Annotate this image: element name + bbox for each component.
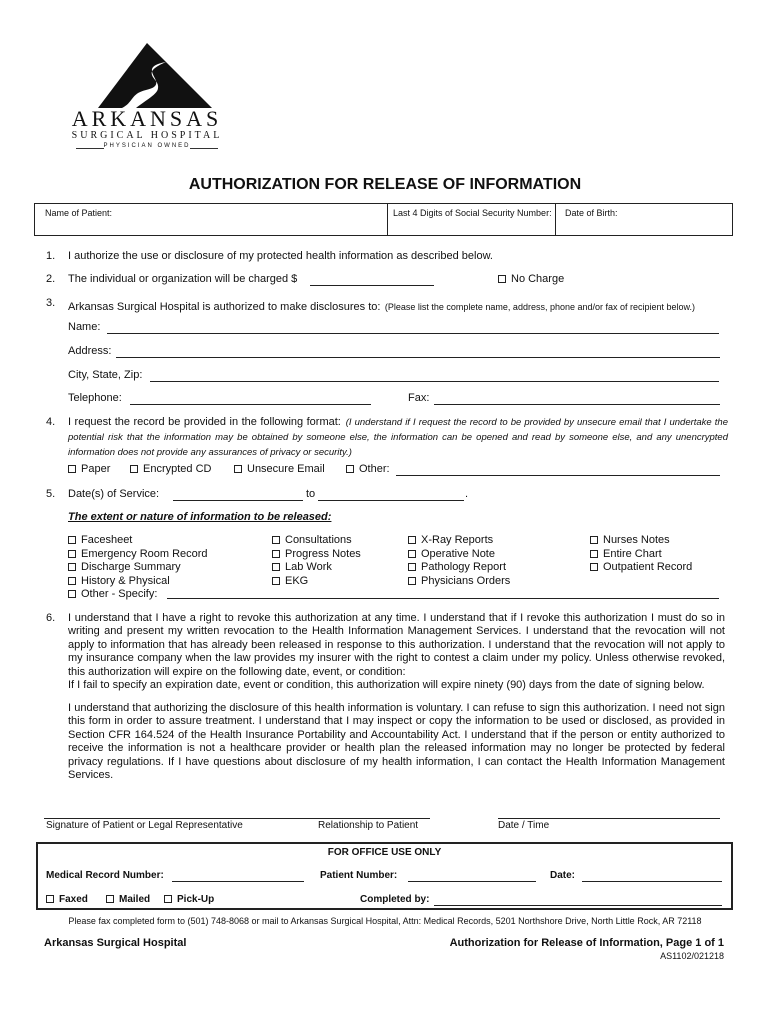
extent-other-specify[interactable] — [68, 588, 208, 602]
logo-name: ARKANSAS — [71, 106, 223, 131]
mrn-label: Medical Record Number: — [46, 870, 164, 881]
ekg-checkbox[interactable] — [272, 577, 280, 585]
nurses-notes-label: Nurses Notes — [603, 534, 670, 546]
consultations-checkbox[interactable] — [272, 536, 280, 544]
cd-label: Encrypted CD — [143, 463, 212, 475]
extent-physicians-orders[interactable] — [408, 575, 510, 589]
item-1-number: 1. — [46, 250, 56, 262]
datetime-field[interactable] — [498, 818, 720, 819]
item-3-text: Arkansas Surgical Hospital is authorized to make disclosures to: — [68, 301, 381, 313]
extent-ekg[interactable] — [272, 575, 361, 589]
office-use-title: FOR OFFICE USE ONLY — [327, 847, 442, 858]
mailed-label: Mailed — [119, 894, 151, 905]
mailed-option[interactable] — [106, 894, 150, 905]
completed-by-label: Completed by: — [360, 894, 430, 905]
operative-note-checkbox[interactable] — [408, 550, 416, 558]
recipient-telephone-field[interactable] — [130, 404, 371, 405]
recipient-address-field[interactable] — [116, 357, 720, 358]
other-specify-field[interactable] — [167, 598, 719, 599]
logo-tag: PHYSICIAN OWNED — [103, 143, 191, 149]
pickup-option[interactable] — [164, 894, 214, 905]
faxed-label: Faxed — [59, 894, 88, 905]
extent-pathology-report[interactable] — [408, 561, 510, 575]
item-4-text: I request the record be provided in the following format: — [68, 416, 341, 428]
facesheet-checkbox[interactable] — [68, 536, 76, 544]
item-2-number: 2. — [46, 273, 56, 285]
office-use-box — [36, 842, 733, 910]
mrn-field[interactable] — [172, 881, 304, 882]
extent-col-4 — [590, 534, 692, 575]
entire-chart-checkbox[interactable] — [590, 550, 598, 558]
extent-entire-chart[interactable] — [590, 548, 692, 562]
dob-label: Date of Birth: — [565, 208, 618, 218]
format-other-option[interactable] — [346, 463, 390, 475]
office-date-field[interactable] — [582, 881, 722, 882]
extent-er-record[interactable] — [68, 548, 208, 562]
mailed-checkbox[interactable] — [106, 895, 114, 903]
other-specify-checkbox[interactable] — [68, 590, 76, 598]
extent-col-3 — [408, 534, 510, 588]
faxed-option[interactable] — [46, 894, 88, 905]
recipient-address-label: Address: — [68, 345, 112, 357]
format-cd-option[interactable] — [130, 463, 211, 475]
extent-progress-notes[interactable] — [272, 548, 361, 562]
recipient-fax-label: Fax: — [408, 392, 430, 404]
extent-outpatient-record[interactable] — [590, 561, 692, 575]
item-4-number: 4. — [46, 416, 56, 428]
office-date-label: Date: — [550, 870, 576, 881]
other-label: Other: — [359, 463, 390, 475]
extent-facesheet[interactable] — [68, 534, 208, 548]
outpatient-record-label: Outpatient Record — [603, 561, 693, 573]
item-3-note: (Please list the complete name, address, phone and/or fax of recipient below.) — [384, 302, 696, 312]
extent-col-1 — [68, 534, 208, 602]
faxed-checkbox[interactable] — [46, 895, 54, 903]
discharge-summary-label: Discharge Summary — [81, 561, 181, 573]
physicians-orders-label: Physicians Orders — [421, 574, 511, 587]
item-4-note: (I understand if I request the record to be provided by unsecure email that I undertake the potential risk that the information may be obtained by someone else, the information can be opened and read by someone else, and any unencrypted information does not provide any assurances of privacy or security.) — [68, 417, 728, 458]
extent-col-2 — [272, 534, 361, 588]
service-date-period: . — [465, 488, 469, 500]
footer-page: Authorization for Release of Information, Page 1 of 1 — [449, 937, 724, 949]
pathology-report-checkbox[interactable] — [408, 563, 416, 571]
pathology-report-label: Pathology Report — [421, 561, 506, 573]
recipient-fax-field[interactable] — [434, 404, 720, 405]
item-5-number: 5. — [46, 488, 56, 500]
email-checkbox[interactable] — [234, 465, 242, 473]
item-2-text: The individual or organization will be charged $ — [68, 273, 298, 285]
logo-sub: SURGICAL HOSPITAL — [71, 130, 223, 141]
other-checkbox[interactable] — [346, 465, 354, 473]
operative-note-label: Operative Note — [421, 547, 495, 560]
service-date-to-label: to — [306, 488, 316, 500]
service-date-to-field[interactable] — [318, 500, 464, 501]
fax-instructions: Please fax completed form to (501) 748-8068 or mail to Arkansas Surgical Hospital, Attn: Medical Records, 5201 Northshore Drive, North Little Rock, AR 72118 — [68, 916, 702, 926]
charge-amount-field[interactable] — [310, 285, 434, 286]
extent-history-physical[interactable] — [68, 575, 208, 589]
signature-label: Signature of Patient or Legal Representative — [46, 820, 243, 831]
no-charge-checkbox[interactable] — [498, 275, 506, 283]
er-record-checkbox[interactable] — [68, 550, 76, 558]
item-3-number: 3. — [46, 297, 56, 309]
box-divider-2 — [555, 204, 556, 235]
outpatient-record-checkbox[interactable] — [590, 563, 598, 571]
extent-discharge-summary[interactable] — [68, 561, 208, 575]
patient-name-label: Name of Patient: — [45, 208, 113, 218]
item-6-revoke-text: I understand that I have a right to revoke this authorization at any time. I understand that if I revoke this authorization I must do so in writing and present my written revocation to the Health Information Management Services. I understand that the revocation will not apply to information that has already been released in response to this authorization. I understand that the revocation will not apply to my insurance company when the law provides my insurer with the right to contest a claim under my policy. Unless otherwise revoked, this authorization will expire on the following date, event, or condition: — [68, 612, 725, 678]
item-6-number: 6. — [46, 612, 56, 624]
progress-notes-label: Progress Notes — [285, 547, 361, 560]
hospital-logo — [62, 40, 232, 160]
discharge-summary-checkbox[interactable] — [68, 563, 76, 571]
history-physical-label: History & Physical — [81, 574, 170, 587]
consultations-label: Consultations — [285, 534, 352, 546]
no-charge-label: No Charge — [511, 273, 565, 285]
lab-work-label: Lab Work — [285, 561, 332, 573]
pickup-label: Pick-Up — [177, 894, 215, 905]
format-other-field[interactable] — [396, 475, 720, 476]
no-charge-option[interactable] — [498, 273, 564, 285]
ssn-label: Last 4 Digits of Social Security Number: — [393, 208, 552, 218]
logo-rule-right — [190, 148, 218, 149]
recipient-city-field[interactable] — [150, 381, 719, 382]
physicians-orders-checkbox[interactable] — [408, 577, 416, 585]
extent-heading: The extent or nature of information to be released: — [68, 511, 332, 523]
extent-consultations[interactable] — [272, 534, 361, 548]
item-5-text: Date(s) of Service: — [68, 488, 160, 500]
page-title: AUTHORIZATION FOR RELEASE OF INFORMATION — [188, 176, 582, 193]
datetime-label: Date / Time — [498, 820, 550, 831]
footer-hospital: Arkansas Surgical Hospital — [44, 937, 187, 949]
format-paper-option[interactable] — [68, 463, 110, 475]
completed-by-field[interactable] — [434, 905, 722, 906]
email-label: Unsecure Email — [247, 463, 325, 475]
entire-chart-label: Entire Chart — [603, 547, 662, 560]
extent-nurses-notes[interactable] — [590, 534, 692, 548]
item-6-expire-text: If I fail to specify an expiration date, event or condition, this authorization will expire ninety (90) days from the date of signing below. — [68, 679, 705, 691]
mountain-logo-icon — [62, 40, 232, 110]
signature-field[interactable] — [44, 818, 430, 819]
facesheet-label: Facesheet — [81, 534, 133, 546]
format-email-option[interactable] — [234, 463, 325, 475]
progress-notes-checkbox[interactable] — [272, 550, 280, 558]
recipient-city-label: City, State, Zip: — [68, 369, 143, 381]
other-specify-label: Other - Specify: — [81, 588, 158, 600]
paper-checkbox[interactable] — [68, 465, 76, 473]
recipient-name-field[interactable] — [107, 333, 719, 334]
recipient-name-label: Name: — [68, 321, 101, 333]
xray-reports-checkbox[interactable] — [408, 536, 416, 544]
nurses-notes-checkbox[interactable] — [590, 536, 598, 544]
patient-number-label: Patient Number: — [320, 870, 398, 881]
extent-xray-reports[interactable] — [408, 534, 510, 548]
recipient-telephone-label: Telephone: — [68, 392, 122, 404]
lab-work-checkbox[interactable] — [272, 563, 280, 571]
xray-reports-label: X-Ray Reports — [421, 534, 494, 546]
pickup-checkbox[interactable] — [164, 895, 172, 903]
er-record-label: Emergency Room Record — [81, 547, 208, 560]
item-6-voluntary-text: I understand that authorizing the disclosure of this health information is voluntary. I can refuse to sign this authorization. I need not sign this form in order to assure treatment. I understand that I may inspect or copy the information to be used or disclosed, as provided in Section CFR 164.524 of the Health Insurance Portability and Accountability Act. I understand that if the person or entity authorized to receive the information is not a healthcare provider or health plan the released information may no longer be protected by federal privacy regulations. If I have questions about disclosure of my health information, I can contact the Health Information Management Services. — [68, 702, 725, 782]
footer-form-code: AS1102/021218 — [660, 951, 724, 961]
cd-checkbox[interactable] — [130, 465, 138, 473]
relationship-label: Relationship to Patient — [318, 820, 419, 831]
item-4-paragraph — [68, 414, 728, 459]
patient-number-field[interactable] — [408, 881, 536, 882]
paper-label: Paper — [81, 463, 111, 475]
item-1-text: I authorize the use or disclosure of my protected health information as described below. — [68, 250, 493, 262]
box-divider-1 — [387, 204, 388, 235]
patient-info-box — [34, 203, 733, 236]
item-3-line — [68, 297, 695, 315]
extent-lab-work[interactable] — [272, 561, 361, 575]
extent-operative-note[interactable] — [408, 548, 510, 562]
service-date-from-field[interactable] — [173, 500, 303, 501]
ekg-label: EKG — [285, 574, 309, 587]
history-physical-checkbox[interactable] — [68, 577, 76, 585]
